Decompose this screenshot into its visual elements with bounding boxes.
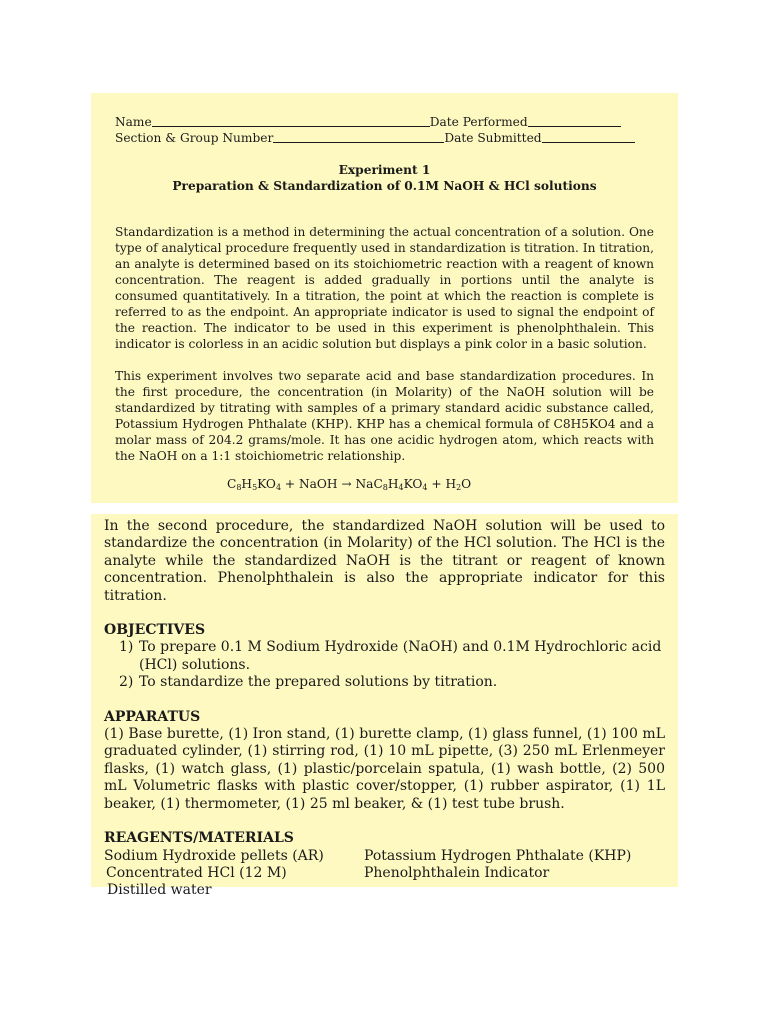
experiment-description-paragraph: This experiment involves two separate acid and base standardization procedures. In the first procedure, the concentration (in Molarity) of the NaOH solution will be standardized by titrating with samples of a primary standard acidic substance called, Potassium Hydrogen Phthalate (KHP). KHP has a chemical formula of C8H5KO4 and a molar mass of 204.2 grams/mole. It has one acidic hydrogen atom, which reacts with the NaOH on a 1:1 stoichiometric relationship. [115, 369, 654, 463]
date-performed-blank-line[interactable] [528, 114, 621, 127]
date-submitted-blank-line[interactable] [542, 130, 635, 143]
eq-product-ko: KO [403, 477, 423, 491]
reaction-arrow-icon: → [341, 477, 352, 491]
reagent-item: Potassium Hydrogen Phthalate (KHP) [364, 847, 632, 864]
section-date-submitted-row [115, 130, 654, 146]
objective-text: To prepare 0.1 M Sodium Hydroxide (NaOH) and 0.1M Hydrochloric acid (HCl) solutions. [139, 639, 662, 673]
page-one-excerpt [91, 93, 678, 503]
eq-subscript: 4 [275, 483, 282, 492]
apparatus-list: (1) Base burette, (1) Iron stand, (1) burette clamp, (1) glass funnel, (1) 100 mL graduated cylinder, (1) stirring rod, (1) 10 mL pipette, (3) 250 mL Erlenmeyer flasks, (1) watch glass, (1) plastic/porcelain spatula, (1) wash bottle, (2) 500 mL Volumetric flasks with plastic cover/stopper, (1) rubber aspirator, (1) 1L beaker, (1) thermometer, (1) 25 ml beaker, & (1) test tube brush. [104, 726, 665, 812]
second-procedure-paragraph: In the second procedure, the standardized NaOH solution will be used to standardize the concentration (in Molarity) of the HCl solution. The HCl is the analyte while the standardized NaOH is the titrant or reagent of known concentration. Phenolphthalein is also the appropriate indicator for this titration. [104, 518, 665, 604]
name-date-performed-row [115, 114, 654, 130]
eq-subscript: 2 [456, 483, 462, 492]
objective-number: 1) [119, 639, 134, 656]
eq-plus-h: + H [427, 477, 457, 491]
eq-reactant-c: C [227, 477, 237, 491]
experiment-subtitle: Preparation & Standardization of 0.1M NaOH & HCl solutions [172, 179, 597, 193]
eq-subscript: 8 [236, 483, 242, 492]
eq-subscript: 5 [252, 483, 258, 492]
intro-paragraph: Standardization is a method in determining the actual concentration of a solution. One type of analytical procedure frequently used in standardization is titration. In titration, an analyte is determined based on its stoichiometric reaction with a reagent of known concentration. The reagent is added gradually in portions until the analyte is consumed quantitatively. In a titration, the point at which the reaction is complete is referred to as the endpoint. An appropriate indicator is used to signal the endpoint of the reaction. The indicator to be used in this experiment is phenolphthalein. This indicator is colorless in an acidic solution but displays a pink color in a basic solution. [115, 225, 654, 351]
objectives-heading: OBJECTIVES [104, 622, 206, 639]
section-group-blank-line[interactable] [273, 130, 444, 143]
date-performed-label: Date Performed [429, 115, 528, 129]
eq-subscript: 4 [398, 483, 404, 492]
reagent-item: Sodium Hydroxide pellets (AR) [104, 847, 324, 864]
reagent-item: Phenolphthalein Indicator [364, 864, 550, 881]
eq-subscript: 4 [422, 483, 428, 492]
eq-plus-naoh: + NaOH [281, 477, 342, 491]
eq-product-h: H [387, 477, 399, 491]
reagents-list [104, 848, 665, 900]
objective-number: 2) [119, 674, 134, 691]
reagent-item: Concentrated HCl (12 M) [106, 864, 287, 881]
page-two-excerpt [91, 514, 678, 899]
apparatus-heading: APPARATUS [104, 708, 201, 725]
section-group-label: Section & Group Number [115, 131, 274, 145]
objective-item [104, 674, 665, 691]
reagents-heading: REAGENTS/MATERIALS [104, 830, 294, 847]
objective-item [104, 639, 665, 674]
eq-reactant-ko: KO [257, 477, 276, 491]
eq-product-o: O [461, 477, 472, 491]
objectives-list [104, 639, 665, 691]
eq-subscript: 8 [382, 483, 388, 492]
date-submitted-label: Date Submitted [444, 131, 542, 145]
experiment-title: Experiment 1 [338, 163, 431, 177]
name-label: Name [115, 115, 152, 129]
eq-reactant-h: H [241, 477, 253, 491]
objective-text: To standardize the prepared solutions by titration. [139, 674, 498, 691]
reagent-item: Distilled water [107, 882, 212, 899]
name-blank-line[interactable] [152, 114, 430, 127]
chemical-equation [227, 476, 654, 492]
eq-product-nac: NaC [351, 477, 383, 491]
